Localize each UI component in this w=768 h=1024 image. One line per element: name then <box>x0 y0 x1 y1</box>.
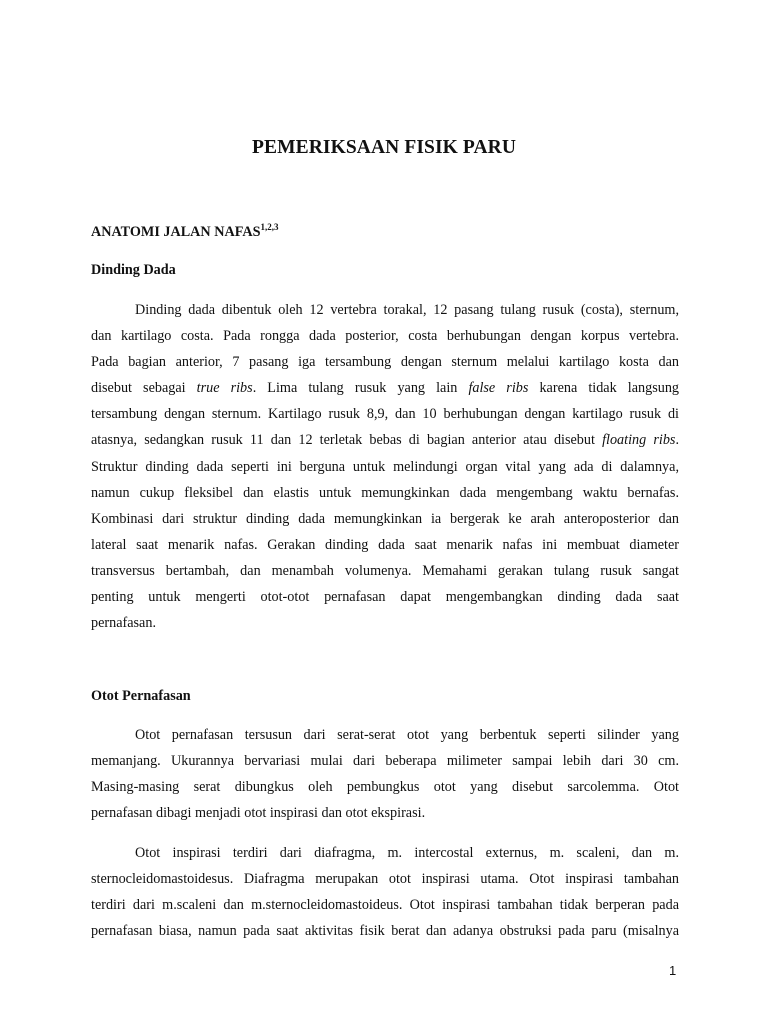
section-heading <box>91 222 278 241</box>
italic-term: floating ribs <box>602 432 676 449</box>
text-line: pernafasan biasa, namun pada saat aktivitas fisik berat dan adanya obstruksi pada paru (misalnya <box>91 923 679 940</box>
text-line: transversus bertambah, dan menambah volumenya. Memahami gerakan tulang rusuk sangat <box>91 562 679 579</box>
text-line: lateral saat menarik nafas. Gerakan dinding dada saat menarik nafas ini membuat diameter <box>91 536 679 553</box>
paragraph-otot-inspirasi <box>91 840 679 944</box>
text-run: disebut sebagai <box>91 380 197 397</box>
paragraph-otot-pernafasan <box>91 722 679 826</box>
page-number: 1 <box>669 963 677 978</box>
text-line: Kombinasi dari struktur dinding dada memungkinkan ia bergerak ke arah anteroposterior dan <box>91 510 679 527</box>
subheading-dinding-dada: Dinding Dada <box>91 262 176 278</box>
text-line: pernafasan dibagi menjadi otot inspirasi dan otot ekspirasi. <box>91 805 426 822</box>
text-line: Otot pernafasan tersusun dari serat-serat otot yang berbentuk seperti silinder yang <box>135 727 679 743</box>
subheading-otot-pernafasan: Otot Pernafasan <box>91 688 191 704</box>
italic-term: false ribs <box>468 380 529 397</box>
italic-term: true ribs <box>196 380 253 397</box>
text-line: pernafasan. <box>91 615 156 632</box>
text-line: memanjang. Ukurannya bervariasi mulai dari beberapa milimeter sampai lebih dari 30 cm. <box>91 753 679 770</box>
text-line: Dinding dada dibentuk oleh 12 vertebra torakal, 12 pasang tulang rusuk (costa), sternum, <box>135 302 679 318</box>
text-line: tersambung dengan sternum. Kartilago rusuk 8,9, dan 10 berhubungan dengan kartilago rusuk di <box>91 406 679 423</box>
text-run: karena tidak langsung <box>528 380 680 397</box>
text-run: . <box>675 432 679 449</box>
citation-superscript: 1,2,3 <box>260 222 279 232</box>
section-heading-text: ANATOMI JALAN NAFAS <box>91 224 261 240</box>
text-run: atasnya, sedangkan rusuk 11 dan 12 terletak bebas di bagian anterior atau disebut <box>91 432 603 449</box>
text-line: Pada bagian anterior, 7 pasang iga tersambung dengan sternum melalui kartilago kosta dan <box>91 354 679 371</box>
text-line: terdiri dari m.scaleni dan m.sternocleidomastoideus. Otot inspirasi tambahan tidak berperan pada <box>91 897 679 914</box>
text-line: Masing-masing serat dibungkus oleh pembungkus otot yang disebut sarcolemma. Otot <box>91 779 679 796</box>
text-run: . Lima tulang rusuk yang lain <box>252 380 469 397</box>
text-line: namun cukup fleksibel dan elastis untuk memungkinkan dada mengembang waktu bernafas. <box>91 484 679 501</box>
text-line: Struktur dinding dada seperti ini berguna untuk melindungi organ vital yang ada di dalamnya, <box>91 458 679 475</box>
text-line: Otot inspirasi terdiri dari diafragma, m. intercostal externus, m. scaleni, dan m. <box>135 845 679 861</box>
text-line: sternocleidomastoidesus. Diafragma merupakan otot inspirasi utama. Otot inspirasi tambahan <box>91 871 679 888</box>
text-line <box>91 427 679 453</box>
text-line: dan kartilago costa. Pada rongga dada posterior, costa berhubungan dengan korpus vertebra. <box>91 328 679 345</box>
paragraph-dinding-dada <box>91 297 679 636</box>
text-line <box>91 375 679 401</box>
text-line: penting untuk mengerti otot-otot pernafasan dapat mengembangkan dinding dada saat <box>91 589 679 606</box>
document-title: PEMERIKSAAN FISIK PARU <box>251 137 517 158</box>
